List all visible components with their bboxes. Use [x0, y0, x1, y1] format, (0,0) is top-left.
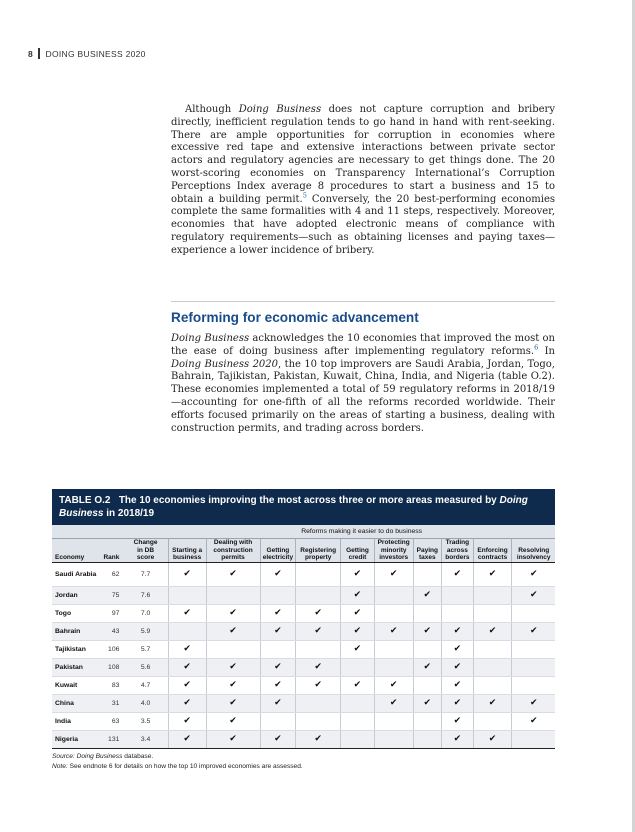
reform-cell [374, 562, 413, 586]
check-icon: ✔ [183, 698, 191, 709]
reform-cell [374, 640, 413, 658]
reform-cell [206, 658, 260, 676]
reform-cell [206, 586, 260, 604]
check-icon: ✔ [529, 716, 538, 727]
reform-cell [168, 604, 206, 622]
check-icon: ✔ [274, 698, 282, 709]
reform-cell [206, 730, 260, 748]
check-icon: ✔ [488, 626, 497, 637]
check-icon: ✔ [453, 698, 462, 709]
economy-cell: Bahrain [52, 622, 103, 640]
section-divider [171, 301, 555, 302]
footnote-ref-6[interactable]: 6 [534, 343, 539, 352]
check-icon: ✔ [453, 644, 462, 655]
check-icon: ✔ [314, 680, 322, 691]
col-indicator: Resolving insolvency [512, 539, 555, 563]
rank-cell: 75 [103, 586, 123, 604]
reform-cell [512, 730, 555, 748]
reform-cell [296, 622, 341, 640]
reform-cell [473, 658, 512, 676]
check-icon: ✔ [229, 698, 237, 709]
reform-cell [374, 586, 413, 604]
reform-cell [374, 730, 413, 748]
table-o2 [52, 489, 555, 772]
check-icon: ✔ [229, 734, 237, 745]
check-icon: ✔ [229, 608, 237, 619]
col-indicator: Paying taxes [413, 539, 442, 563]
reform-cell [296, 694, 341, 712]
reform-cell [260, 640, 296, 658]
check-icon: ✔ [183, 569, 191, 580]
check-icon: ✔ [453, 734, 462, 745]
reform-cell [296, 712, 341, 730]
reform-cell [168, 640, 206, 658]
table-row [52, 658, 555, 676]
reform-cell [442, 586, 474, 604]
change-cell: 4.0 [123, 694, 168, 712]
check-icon: ✔ [488, 698, 497, 709]
reform-cell [512, 604, 555, 622]
reform-cell [341, 730, 375, 748]
reform-cell [296, 604, 341, 622]
check-icon: ✔ [529, 698, 538, 709]
check-icon: ✔ [353, 590, 362, 601]
check-icon: ✔ [314, 626, 322, 637]
rank-cell: 31 [103, 694, 123, 712]
reform-cell [473, 712, 512, 730]
check-icon: ✔ [453, 680, 462, 691]
running-title: DOING BUSINESS 2020 [45, 48, 146, 59]
reform-cell [260, 712, 296, 730]
check-icon: ✔ [529, 590, 538, 601]
reform-cell [374, 694, 413, 712]
check-icon: ✔ [423, 590, 432, 601]
reform-cell [413, 676, 442, 694]
check-icon: ✔ [183, 644, 191, 655]
reform-cell [341, 694, 375, 712]
page-number: 8 [28, 48, 34, 59]
economy-cell: India [52, 712, 103, 730]
reform-cell [473, 730, 512, 748]
economy-cell: Togo [52, 604, 103, 622]
reform-cell [413, 712, 442, 730]
reform-cell [473, 622, 512, 640]
economy-cell: Nigeria [52, 730, 103, 748]
check-icon: ✔ [229, 716, 237, 727]
running-header [28, 48, 146, 59]
table-row [52, 622, 555, 640]
reform-cell [260, 676, 296, 694]
check-icon: ✔ [229, 569, 237, 580]
table-row [52, 730, 555, 748]
rank-cell: 43 [103, 622, 123, 640]
reform-cell [206, 640, 260, 658]
check-icon: ✔ [529, 569, 538, 580]
col-rank: Rank [103, 539, 123, 563]
reform-cell [512, 676, 555, 694]
rank-cell: 108 [103, 658, 123, 676]
header-divider [38, 48, 40, 59]
table-row [52, 604, 555, 622]
change-cell: 3.4 [123, 730, 168, 748]
change-cell: 7.0 [123, 604, 168, 622]
check-icon: ✔ [453, 626, 462, 637]
check-icon: ✔ [274, 734, 282, 745]
check-icon: ✔ [353, 608, 362, 619]
table-note: Note: See endnote 6 for details on how the top 10 improved economies are assessed. [52, 762, 303, 770]
group-spacer [52, 525, 168, 539]
reform-cell [473, 694, 512, 712]
reform-cell [512, 562, 555, 586]
reform-cell [442, 658, 474, 676]
col-economy: Economy [52, 539, 103, 563]
col-indicator: Protecting minority investors [374, 539, 413, 563]
economy-cell: Pakistan [52, 658, 103, 676]
reform-cell [260, 694, 296, 712]
reform-cell [473, 586, 512, 604]
reform-cell [296, 658, 341, 676]
reforms-table [52, 525, 555, 749]
section-heading: Reforming for economic advancement [171, 310, 419, 325]
reform-cell [206, 676, 260, 694]
check-icon: ✔ [183, 734, 191, 745]
reform-cell [206, 604, 260, 622]
reform-cell [374, 712, 413, 730]
check-icon: ✔ [529, 626, 538, 637]
reform-cell [206, 622, 260, 640]
check-icon: ✔ [183, 680, 191, 691]
reform-cell [473, 562, 512, 586]
reform-cell [413, 730, 442, 748]
reform-cell [206, 562, 260, 586]
check-icon: ✔ [423, 626, 432, 637]
check-icon: ✔ [314, 734, 322, 745]
change-cell: 7.7 [123, 562, 168, 586]
reform-cell [473, 640, 512, 658]
reform-cell [168, 658, 206, 676]
reform-cell [374, 604, 413, 622]
table-row [52, 694, 555, 712]
reform-cell [260, 562, 296, 586]
reform-cell [442, 604, 474, 622]
table-source: Source: Doing Business database. [52, 752, 154, 760]
check-icon: ✔ [389, 680, 398, 691]
check-icon: ✔ [183, 608, 191, 619]
check-icon: ✔ [389, 569, 398, 580]
table-row [52, 640, 555, 658]
check-icon: ✔ [488, 734, 497, 745]
reform-cell [512, 586, 555, 604]
check-icon: ✔ [453, 569, 462, 580]
economy-cell: Kuwait [52, 676, 103, 694]
reform-cell [206, 694, 260, 712]
check-icon: ✔ [229, 626, 237, 637]
economy-cell: Jordan [52, 586, 103, 604]
reform-cell [296, 586, 341, 604]
check-icon: ✔ [453, 716, 462, 727]
reform-cell [413, 562, 442, 586]
change-cell: 4.7 [123, 676, 168, 694]
reform-cell [341, 586, 375, 604]
check-icon: ✔ [423, 698, 432, 709]
table-row [52, 712, 555, 730]
col-indicator: Enforcing contracts [473, 539, 512, 563]
section-paragraph: Doing Business acknowledges the 10 economies that improved the most on the ease of doing business after implementing regulatory reforms.$^6$ In Doing Business 2020, the 10 top improvers are Saudi Arabia, Jordan, Togo, Bahrain, Tajikistan, Pakistan, Kuwait, China, India, and Nigeria (table O.2). These economies implemented a total of 59 regulatory reforms in 2018/19—accounting for one-fifth of all the reforms recorded worldwide. Their efforts focused primarily on the areas of starting a business, dealing with construction permits, and trading across borders. [171, 333, 555, 434]
economy-cell: China [52, 694, 103, 712]
check-icon: ✔ [229, 680, 237, 691]
check-icon: ✔ [183, 662, 191, 673]
col-indicator: Getting credit [341, 539, 375, 563]
check-icon: ✔ [389, 626, 398, 637]
rank-cell: 83 [103, 676, 123, 694]
reform-cell [512, 694, 555, 712]
economy-cell: Tajikistan [52, 640, 103, 658]
reform-cell [512, 640, 555, 658]
change-cell: 5.6 [123, 658, 168, 676]
rank-cell: 131 [103, 730, 123, 748]
reform-cell [260, 730, 296, 748]
reform-cell [413, 586, 442, 604]
check-icon: ✔ [229, 662, 237, 673]
reform-cell [296, 640, 341, 658]
reform-cell [442, 562, 474, 586]
reform-cell [296, 562, 341, 586]
check-icon: ✔ [274, 569, 282, 580]
economy-cell: Saudi Arabia [52, 562, 103, 586]
reform-cell [413, 604, 442, 622]
reform-cell [413, 658, 442, 676]
reform-cell [473, 604, 512, 622]
table-title: TABLE O.2 The 10 economies improving the most across three or more areas measured by Doing Business in 2018/19 [52, 489, 555, 525]
reform-cell [341, 676, 375, 694]
check-icon: ✔ [314, 662, 322, 673]
col-indicator: Getting electricity [260, 539, 296, 563]
reform-cell [341, 640, 375, 658]
col-change: Change in DB score [123, 539, 168, 563]
reform-cell [168, 586, 206, 604]
reform-cell [413, 640, 442, 658]
check-icon: ✔ [274, 680, 282, 691]
reform-cell [473, 676, 512, 694]
reform-cell [341, 712, 375, 730]
reform-cell [374, 658, 413, 676]
reform-cell [442, 730, 474, 748]
reform-cell [512, 622, 555, 640]
table-notes [52, 752, 555, 772]
change-cell: 7.6 [123, 586, 168, 604]
reform-cell [260, 622, 296, 640]
check-icon: ✔ [353, 680, 362, 691]
check-icon: ✔ [423, 662, 432, 673]
reform-cell [442, 676, 474, 694]
reform-cell [168, 730, 206, 748]
reform-cell [374, 622, 413, 640]
reform-cell [168, 562, 206, 586]
check-icon: ✔ [353, 644, 362, 655]
reform-cell [413, 622, 442, 640]
reform-cell [512, 712, 555, 730]
col-indicator: Registering property [296, 539, 341, 563]
check-icon: ✔ [183, 716, 191, 727]
check-icon: ✔ [314, 608, 322, 619]
reform-cell [296, 730, 341, 748]
group-header: Reforms making it easier to do business [168, 525, 555, 539]
check-icon: ✔ [274, 662, 282, 673]
check-icon: ✔ [389, 698, 398, 709]
col-indicator: Dealing with construction permits [206, 539, 260, 563]
reform-cell [374, 676, 413, 694]
footnote-ref-5[interactable]: 5 [302, 191, 307, 200]
reform-cell [168, 622, 206, 640]
rank-cell: 62 [103, 562, 123, 586]
reform-cell [413, 694, 442, 712]
check-icon: ✔ [353, 569, 362, 580]
reform-cell [442, 694, 474, 712]
check-icon: ✔ [274, 626, 282, 637]
reform-cell [341, 622, 375, 640]
reform-cell [442, 640, 474, 658]
reform-cell [260, 604, 296, 622]
reform-cell [260, 586, 296, 604]
rank-cell: 97 [103, 604, 123, 622]
reform-cell [512, 658, 555, 676]
change-cell: 3.5 [123, 712, 168, 730]
reform-cell [296, 676, 341, 694]
table-row [52, 676, 555, 694]
rank-cell: 63 [103, 712, 123, 730]
reform-cell [168, 712, 206, 730]
col-indicator: Starting a business [168, 539, 206, 563]
intro-paragraph: Although Doing Business does not capture corruption and bribery directly, inefficient regulation tends to go hand in hand with rent-seeking. There are ample opportunities for corruption in economies where excessive red tape and extensive interactions between private sector actors and regulatory agencies are necessary to get things done. The 20 worst-scoring economies on Transparency International’s Corruption Perceptions Index average 8 procedures to start a business and 15 to obtain a building permit.$^5$ Conversely, the 20 best-performing economies complete the same formalities with 4 and 11 steps, respectively. Moreover, economies that have adopted electronic means of compliance with regulatory requirements—such as obtaining licenses and paying taxes—experience a lower incidence of bribery. [171, 104, 555, 256]
change-cell: 5.7 [123, 640, 168, 658]
check-icon: ✔ [353, 626, 362, 637]
reform-cell [168, 694, 206, 712]
reform-cell [341, 604, 375, 622]
check-icon: ✔ [453, 662, 462, 673]
table-row [52, 586, 555, 604]
reform-cell [341, 562, 375, 586]
reform-cell [442, 622, 474, 640]
reform-cell [168, 676, 206, 694]
check-icon: ✔ [274, 608, 282, 619]
reform-cell [442, 712, 474, 730]
reform-cell [341, 658, 375, 676]
reform-cell [206, 712, 260, 730]
rank-cell: 106 [103, 640, 123, 658]
col-indicator: Trading across borders [442, 539, 474, 563]
change-cell: 5.9 [123, 622, 168, 640]
reform-cell [260, 658, 296, 676]
table-row [52, 562, 555, 586]
check-icon: ✔ [488, 569, 497, 580]
